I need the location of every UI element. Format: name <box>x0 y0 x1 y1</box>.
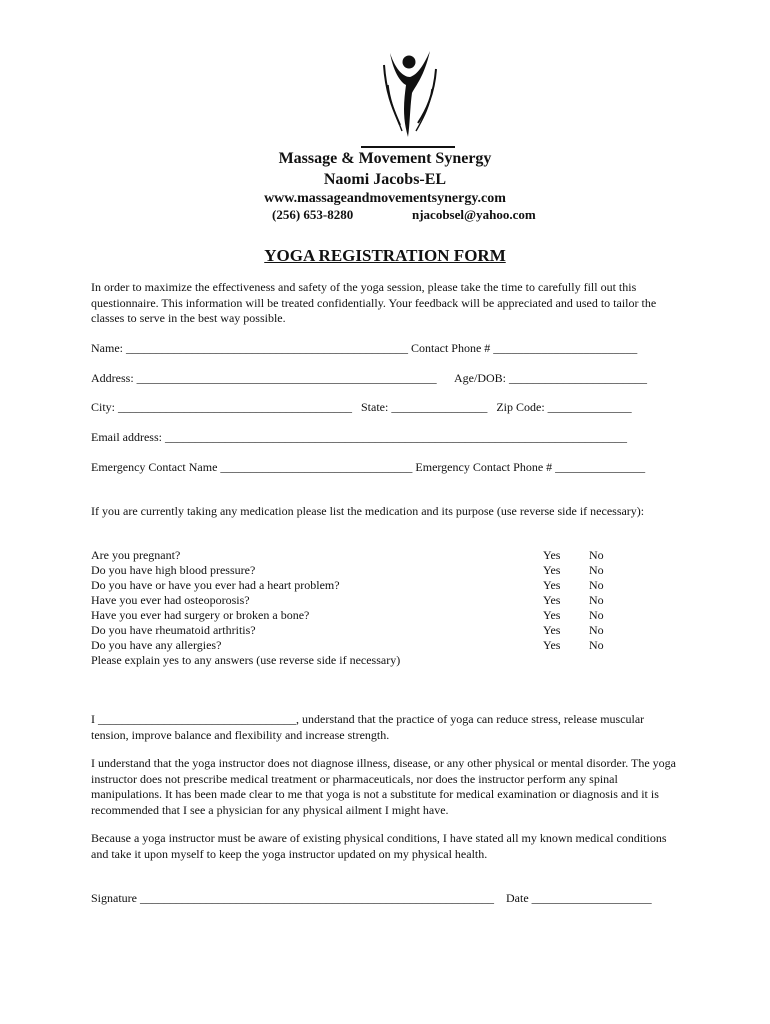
phone-number: (256) 653-8280 <box>272 207 354 222</box>
yes-option[interactable]: Yes <box>543 548 561 562</box>
health-question: Have you ever had osteoporosis? <box>91 593 250 607</box>
form-title: YOGA REGISTRATION FORM <box>264 246 506 265</box>
business-name: Massage & Movement Synergy <box>278 150 492 167</box>
waiver-conditions: Because a yoga instructor must be aware of existing physical conditions, I have stated all my known medical conditions and take it upon myself to keep the yoga instructor updated on my physical health. <box>91 831 667 861</box>
waiver-disclaimer: I understand that the yoga instructor does not diagnose illness, disease, or any other physical or mental disorder. The yoga instructor does not prescribe medical treatment or pharmaceuticals, nor does the instructor perform any spinal manipulations. It has been made clear to me that yoga is not a substitute for medical examination or diagnosis and it is recommended that I see a physician for any physical ailment I might have. <box>91 756 676 817</box>
website-link[interactable]: www.massageandmovementsynergy.com <box>264 191 506 206</box>
no-option[interactable]: No <box>589 623 604 637</box>
intro-paragraph: In order to maximize the effectiveness and safety of the yoga session, please take the time to carefully fill out this questionnaire. This information will be treated confidentially. Your feedback will be appreciated and used to tailor the classes to serve in the best way possible. <box>91 280 657 325</box>
logo-divider <box>361 146 455 148</box>
signature-date-field[interactable]: Signature ___________________________________________________________ Date ____________________ <box>91 891 652 905</box>
no-option[interactable]: No <box>589 608 604 622</box>
address-age-field[interactable]: Address: __________________________________________________ Age/DOB: _______________________ <box>91 371 647 385</box>
health-question: Do you have any allergies? <box>91 638 222 652</box>
no-option[interactable]: No <box>589 638 604 652</box>
email-field[interactable]: Email address: _____________________________________________________________________________ <box>91 430 627 444</box>
no-option[interactable]: No <box>589 578 604 592</box>
yes-option[interactable]: Yes <box>543 563 561 577</box>
health-question: Do you have rheumatoid arthritis? <box>91 623 256 637</box>
medication-prompt: If you are currently taking any medication please list the medication and its purpose (use reverse side if necessary): <box>91 504 645 518</box>
dancer-figure-icon <box>380 45 440 143</box>
explain-note: Please explain yes to any answers (use reverse side if necessary) <box>91 653 401 667</box>
yes-option[interactable]: Yes <box>543 638 561 652</box>
owner-name: Naomi Jacobs-EL <box>323 171 447 188</box>
no-option[interactable]: No <box>589 548 604 562</box>
yes-option[interactable]: Yes <box>543 608 561 622</box>
health-question: Do you have high blood pressure? <box>91 563 256 577</box>
health-question: Do you have or have you ever had a heart problem? <box>91 578 340 592</box>
city-state-zip-field[interactable]: City: _______________________________________ State: ________________ Zip Code: ______________ <box>91 400 632 414</box>
yes-option[interactable]: Yes <box>543 593 561 607</box>
no-option[interactable]: No <box>589 593 604 607</box>
health-question: Are you pregnant? <box>91 548 181 562</box>
email-link[interactable]: njacobsel@yahoo.com <box>412 207 536 222</box>
emergency-contact-field[interactable]: Emergency Contact Name ________________________________ Emergency Contact Phone # _______________ <box>91 460 646 474</box>
waiver-acknowledgment[interactable]: I _________________________________, understand that the practice of yoga can reduce stress, release muscular tension, improve balance and flexibility and increase strength. <box>91 712 645 742</box>
health-question: Have you ever had surgery or broken a bone? <box>91 608 310 622</box>
name-contact-field[interactable]: Name: _______________________________________________ Contact Phone # ________________________ <box>91 341 638 355</box>
yes-option[interactable]: Yes <box>543 623 561 637</box>
yes-option[interactable]: Yes <box>543 578 561 592</box>
no-option[interactable]: No <box>589 563 604 577</box>
